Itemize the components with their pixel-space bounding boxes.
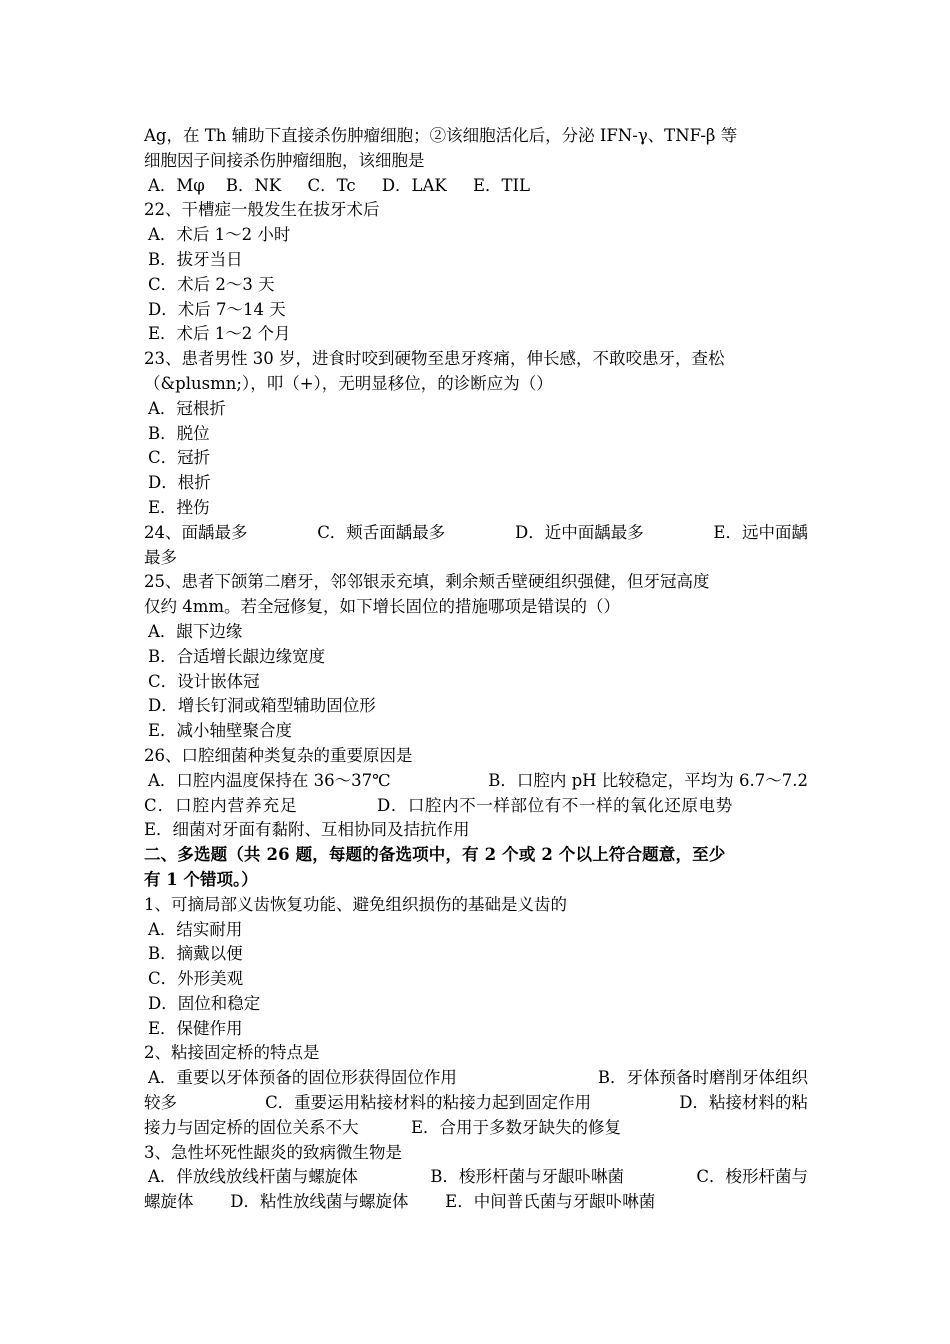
m2-row-1: [144, 1066, 808, 1091]
q23-option-a: A．冠根折: [148, 398, 226, 418]
q25-option-e: E．减小轴壁聚合度: [148, 721, 293, 741]
q24-part-2: C．颊舌面龋最多: [317, 522, 446, 542]
q21-line-2: 细胞因子间接杀伤肿瘤细胞，该细胞是: [144, 150, 425, 170]
m2-option-d-end: 接力与固定桥的固位关系不大: [144, 1117, 359, 1137]
q24-part-1: 24、面龋最多: [144, 522, 248, 542]
q22-stem: 22、干槽症一般发生在拔牙术后: [144, 200, 380, 220]
m2-stem: 2、粘接固定桥的特点是: [144, 1043, 320, 1063]
m3-option-b: B．梭形杆菌与牙龈卟啉菌: [430, 1167, 624, 1187]
q23-option-c: C．冠折: [148, 448, 211, 468]
m1-option-c: C．外形美观: [148, 969, 244, 989]
q23-line-2: （&plusmn;），叩（+），无明显移位，的诊断应为（）: [144, 373, 553, 393]
q22-option-e: E．术后 1～2 个月: [148, 324, 291, 344]
q23-option-b: B．脱位: [148, 423, 210, 443]
m1-option-e: E．保健作用: [148, 1018, 243, 1038]
m2-row-3: [144, 1116, 808, 1141]
q26-stem: 26、口腔细菌种类复杂的重要原因是: [144, 745, 413, 765]
q22-option-a: A．术后 1～2 小时: [148, 225, 291, 245]
m3-option-e: E．中间普氏菌与牙龈卟啉菌: [445, 1192, 656, 1212]
q21-option-b: B．NK: [225, 175, 282, 195]
q24-part-3: D．近中面龋最多: [515, 522, 644, 542]
q21-options: [144, 174, 808, 199]
q26-row-2: [144, 794, 808, 819]
q26-option-b: B．口腔内 pH 比较稳定，平均为 6.7～7.2: [488, 770, 808, 790]
q26-option-d: D．口腔内不一样部位有不一样的氧化还原电势: [377, 795, 733, 815]
m3-row-2: [144, 1190, 808, 1215]
section-2-heading-line-2: 有 1 个错项。）: [144, 869, 258, 889]
m3-option-c-end: 螺旋体: [144, 1192, 194, 1212]
m3-option-c-start: C．梭形杆菌与: [696, 1167, 808, 1187]
q21-option-c: C．Tc: [307, 175, 356, 195]
section-2-heading-text: 二、多选题（共 26 题，每题的备选项中，有 2 个或 2 个以上符合题意，至少: [144, 845, 726, 865]
m1-option-a: A．结实耐用: [148, 919, 243, 939]
q25-option-c: C．设计嵌体冠: [148, 671, 260, 691]
q22-option-d: D．术后 7～14 天: [148, 299, 286, 319]
m1-option-d: D．固位和稳定: [148, 993, 261, 1013]
q23-option-d: D．根折: [148, 473, 211, 493]
q21-line-1: Ag，在 Th 辅助下直接杀伤肿瘤细胞；②该细胞活化后，分泌 IFN-γ、TNF-β 等: [144, 126, 738, 145]
q25-line-1: 25、患者下颌第二磨牙，邻邻银汞充填，剩余颊舌壁硬组织强健，但牙冠高度: [144, 572, 710, 592]
q25-option-d: D．增长钉洞或箱型辅助固位形: [148, 696, 376, 716]
q25-line-2: 仅约 4mm。若全冠修复，如下增长固位的措施哪项是错误的（）: [144, 597, 621, 617]
m2-option-d-start: D．粘接材料的粘: [679, 1093, 808, 1113]
m3-stem: 3、急性坏死性龈炎的致病微生物是: [144, 1142, 402, 1162]
q25-option-b: B．合适增长龈边缘宽度: [148, 646, 326, 666]
q26-option-c: C．口腔内营养充足: [144, 795, 298, 815]
q25-option-a: A．龈下边缘: [148, 621, 243, 641]
q23-line-1: 23、患者男性 30 岁，进食时咬到硬物至患牙疼痛，伸长感，不敢咬患牙，查松: [144, 349, 725, 369]
document-page: [144, 124, 808, 1215]
q21-option-e: E．TIL: [472, 175, 531, 195]
m1-stem: 1、可摘局部义齿恢复功能、避免组织损伤的基础是义齿的: [144, 894, 567, 914]
q24-line-2: 最多: [144, 547, 177, 567]
q26-option-a: A．口腔内温度保持在 36～37℃: [148, 770, 391, 790]
m2-row-2: [144, 1091, 808, 1116]
m3-option-a: A．伴放线放线杆菌与螺旋体: [148, 1167, 358, 1187]
section-2-heading-line-1: [144, 843, 808, 868]
q24-part-4: E．远中面龋: [713, 522, 808, 542]
q21-option-d: D．LAK: [381, 175, 447, 195]
m2-option-e: E．合用于多数牙缺失的修复: [410, 1117, 621, 1137]
m2-option-c: C．重要运用粘接材料的粘接力起到固定作用: [265, 1093, 592, 1113]
q26-option-e: E．细菌对牙面有黏附、互相协同及拮抗作用: [144, 820, 470, 840]
q26-row-1: [144, 769, 808, 794]
m1-option-b: B．摘戴以便: [148, 944, 243, 964]
m2-option-b-end: 较多: [144, 1093, 177, 1113]
m3-row-1: [144, 1165, 808, 1190]
m3-option-d: D．粘性放线菌与螺旋体: [230, 1192, 409, 1212]
q24-line-1: [144, 521, 808, 546]
q22-option-c: C．术后 2～3 天: [148, 274, 275, 294]
q22-option-b: B．拔牙当日: [148, 249, 243, 269]
q21-option-a: A．Mφ: [148, 175, 205, 195]
q23-option-e: E．挫伤: [148, 497, 210, 517]
m2-option-a: A．重要以牙体预备的固位形获得固位作用: [148, 1068, 457, 1088]
m2-option-b-start: B．牙体预备时磨削牙体组织: [597, 1068, 808, 1088]
